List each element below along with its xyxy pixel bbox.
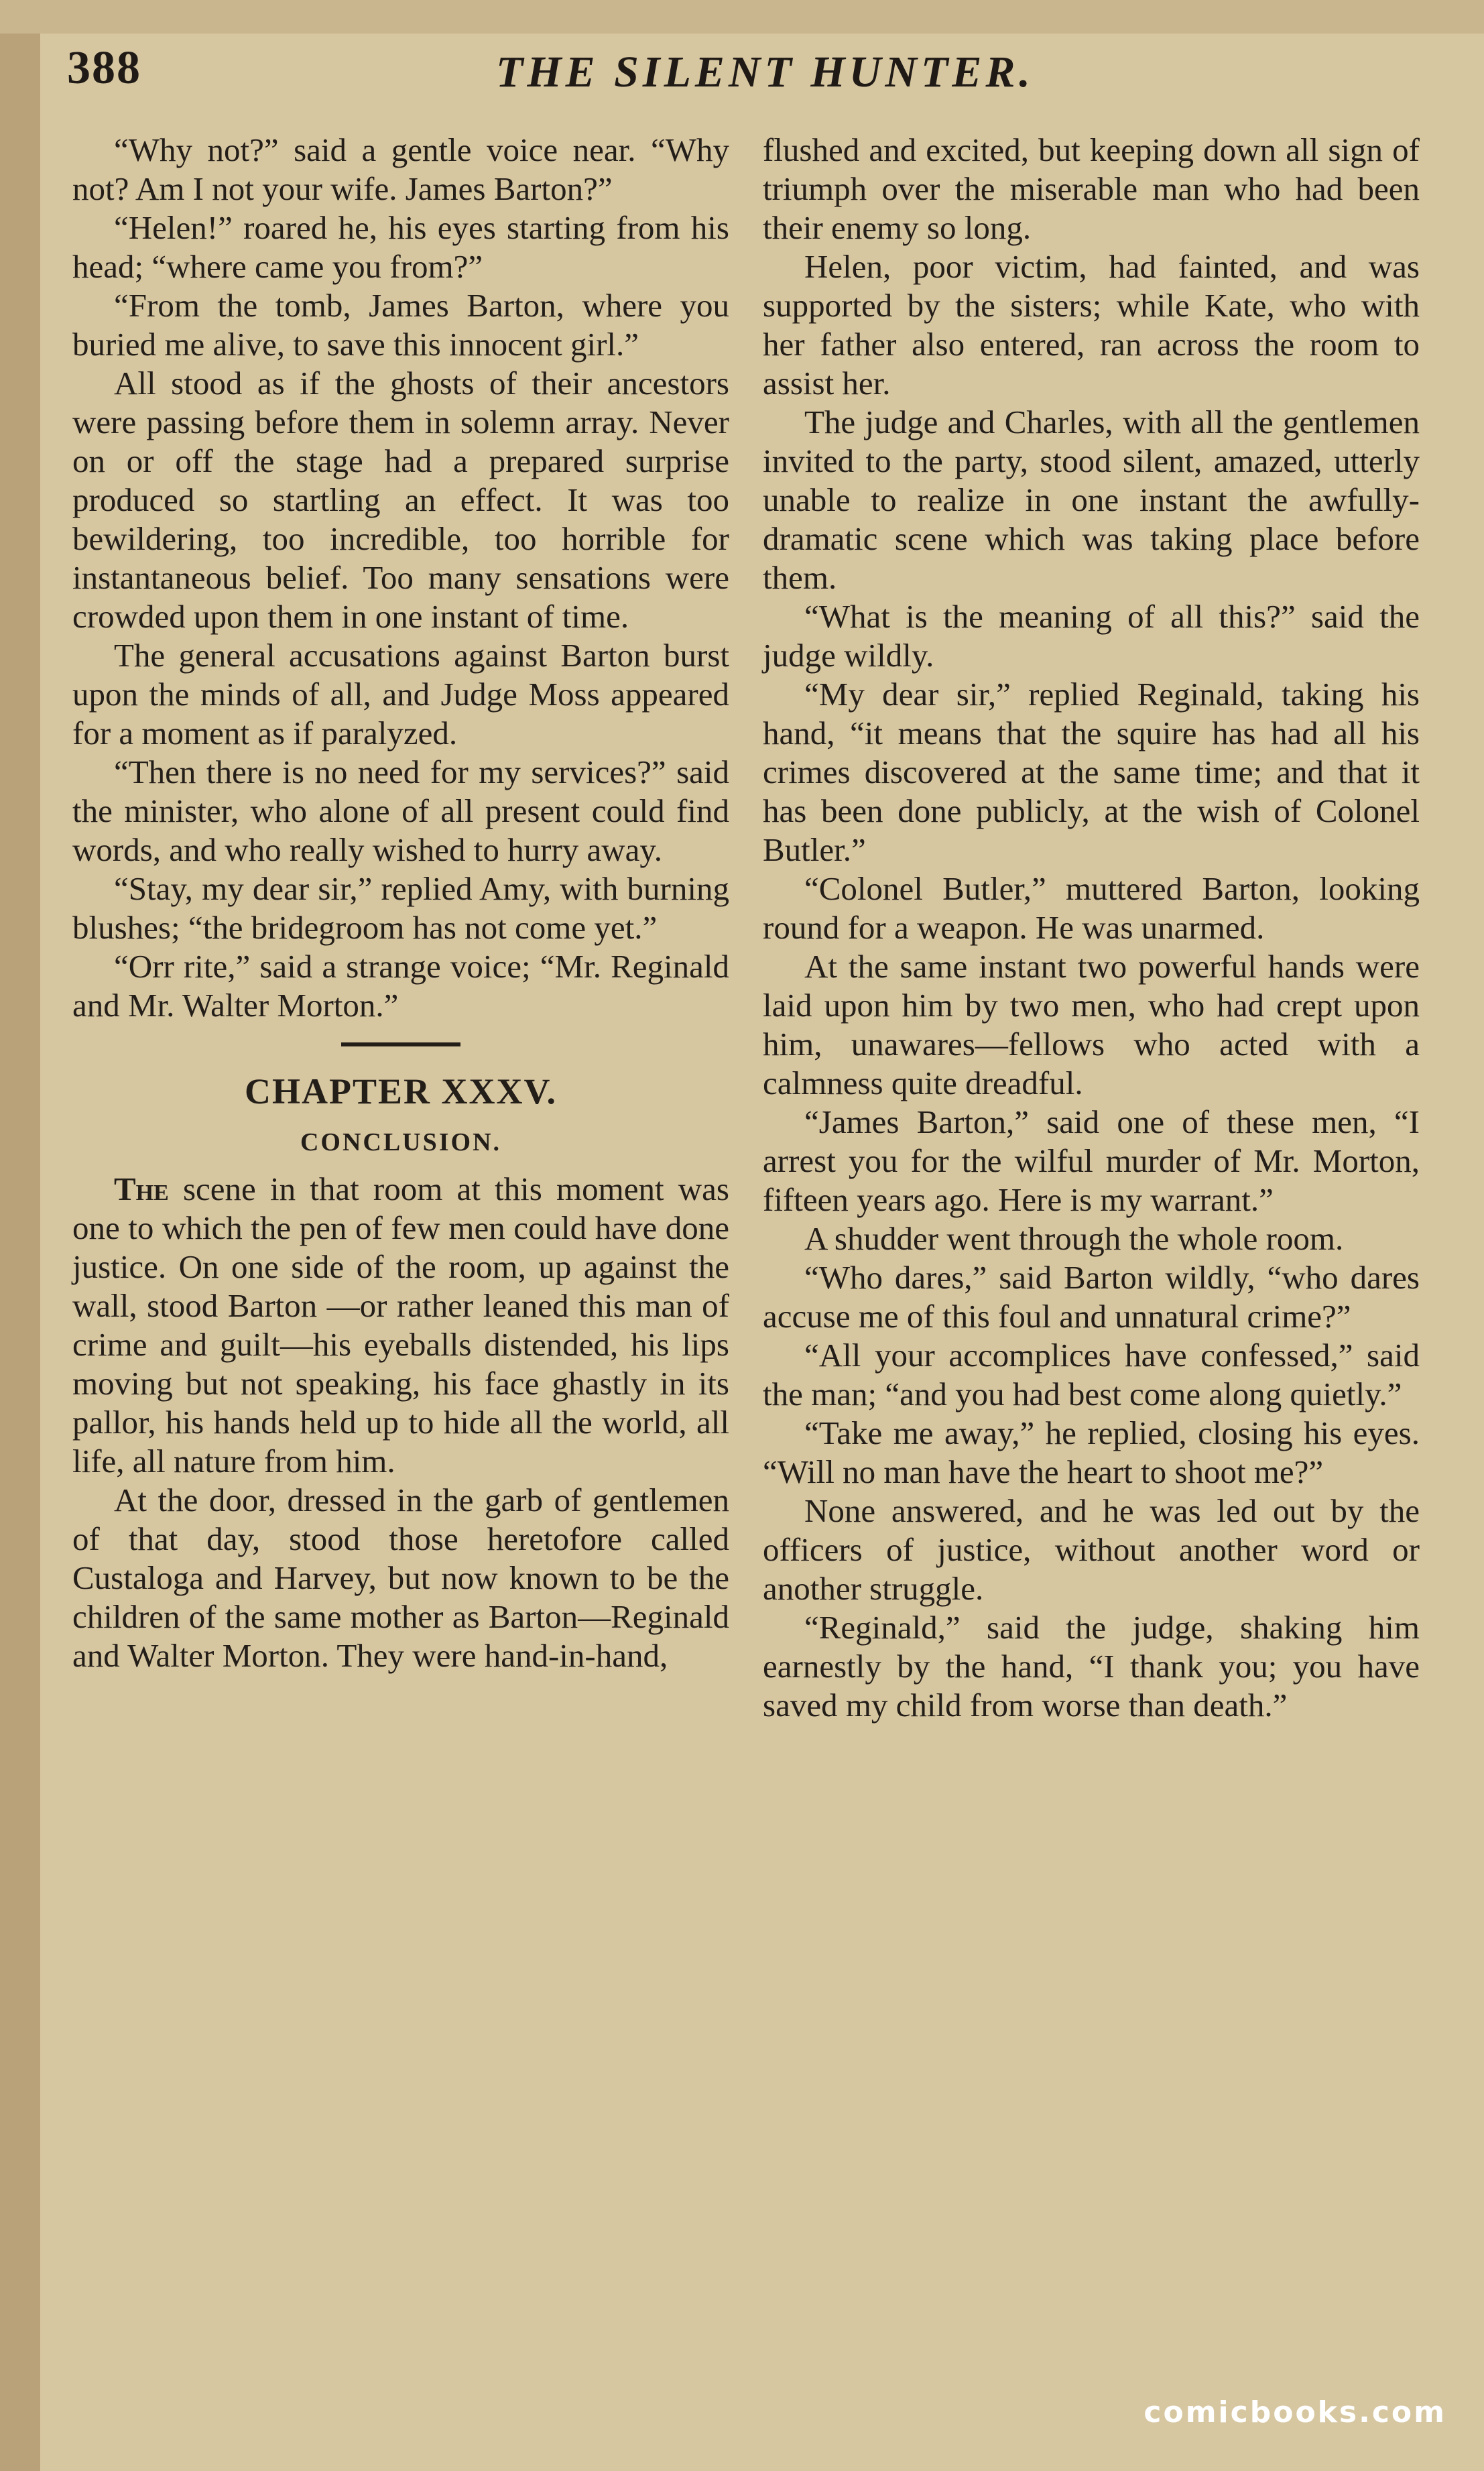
paragraph: At the same instant two powerful hands were laid upon him by two men, who had crept upon him, unawares—fellows who acted with a calmness quite dreadful. — [763, 948, 1420, 1101]
lead-word: The — [114, 1170, 169, 1207]
section-divider — [341, 1042, 460, 1046]
paragraph: None answered, and he was led out by the officers of justice, without another word or another struggle. — [763, 1492, 1420, 1607]
paragraph: “Then there is no need for my services?” said the minister, who alone of all present could find words, and who really wished to hurry away. — [72, 754, 729, 868]
paragraph: The general accusations against Barton burst upon the minds of all, and Judge Moss appeared for a moment as if paralyzed. — [72, 637, 729, 751]
paragraph: “Why not?” said a gentle voice near. “Why not? Am I not your wife. James Barton?” — [72, 131, 729, 207]
paragraph: A shudder went through the whole room. — [804, 1220, 1344, 1257]
paragraph: “Stay, my dear sir,” replied Amy, with burning blushes; “the bridegroom has not come yet.” — [72, 870, 729, 946]
paragraph: “Take me away,” he replied, closing his eyes. “Will no man have the heart to shoot me?” — [763, 1414, 1420, 1490]
paragraph-text: scene in that room at this moment was one to which the pen of few men could have done justice. On one side of the room, up against the wall, stood Barton —or rather leaned this man of crime and guilt—his eyeballs distended, his lips moving but not speaking, his face ghastly in its pallor, his hands held up to hide all the world, all life, all nature from him. — [72, 1170, 729, 1480]
paragraph: “Reginald,” said the judge, shaking him earnestly by the hand, “I thank you; you have saved my child from worse than death.” — [763, 1609, 1420, 1724]
page-number: 388 — [67, 42, 141, 94]
paragraph: Helen, poor victim, had fainted, and was supported by the sisters; while Kate, who with her father also entered, ran across the room to assist her. — [763, 248, 1420, 402]
right-column — [763, 131, 1420, 1725]
paragraph: At the door, dressed in the garb of gentlemen of that day, stood those heretofore called Custaloga and Harvey, but now known to be the children of the same mother as Barton—Reginald and Walter Morton. They were hand-in-hand, — [72, 1482, 729, 1674]
page-edge — [0, 0, 40, 2471]
watermark: comicbooks.com — [1143, 2395, 1446, 2429]
paragraph: “All your accomplices have confessed,” said the man; “and you had best come along quietly.” — [763, 1337, 1420, 1412]
paragraph: The judge and Charles, with all the gentlemen invited to the party, stood silent, amazed, utterly unable to realize in one instant the awfully-dramatic scene which was taking place before them. — [763, 404, 1420, 596]
paragraph: All stood as if the ghosts of their ancestors were passing before them in solemn array. Never on or off the stage had a prepared surprise produced so startling an effect. It was too bewildering, too incredible, too horrible for instantaneous belief. Too many sensations were crowded upon them in one instant of time. — [72, 365, 729, 635]
running-head — [40, 42, 1448, 122]
paragraph: “Who dares,” said Barton wildly, “who dares accuse me of this foul and unnatural crime?” — [763, 1259, 1420, 1335]
chapter-opening-paragraph — [72, 1170, 729, 1481]
paragraph: “My dear sir,” replied Reginald, taking his hand, “it means that the squire has had all his crimes discovered at the same time; and that it has been done publicly, at the wish of Colonel Butler.” — [763, 676, 1420, 868]
paragraph: “James Barton,” said one of these men, “I arrest you for the wilful murder of Mr. Morton, fifteen years ago. Here is my warrant.” — [763, 1103, 1420, 1218]
page-top-shade — [0, 0, 1484, 34]
paragraph: “Helen!” roared he, his eyes starting from his head; “where came you from?” — [72, 209, 729, 285]
left-column — [72, 131, 729, 1675]
paragraph-continuation: flushed and excited, but keeping down all sign of triumph over the miserable man who had been their enemy so long. — [763, 131, 1420, 246]
chapter-subtitle: CONCLUSION. — [300, 1128, 502, 1156]
paragraph: “Orr rite,” said a strange voice; “Mr. Reginald and Mr. Walter Morton.” — [72, 948, 729, 1024]
page-header-title: THE SILENT HUNTER. — [496, 48, 1034, 97]
paragraph: “Colonel Butler,” muttered Barton, looking round for a weapon. He was unarmed. — [763, 870, 1420, 946]
chapter-heading: CHAPTER XXXV. — [244, 1071, 558, 1111]
paragraph: “What is the meaning of all this?” said the judge wildly. — [763, 598, 1420, 674]
paragraph: “From the tomb, James Barton, where you buried me alive, to save this innocent girl.” — [72, 287, 729, 363]
